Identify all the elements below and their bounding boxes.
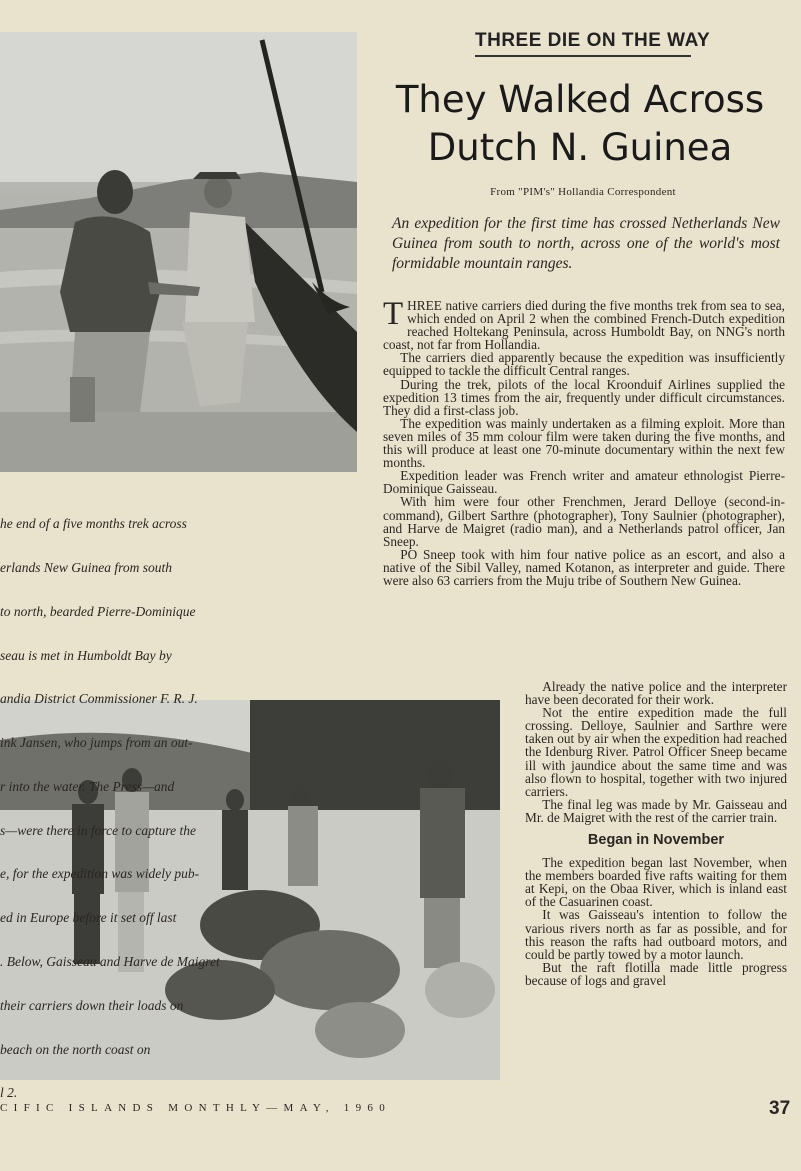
caption-line: r into the water. The Press—and — [0, 778, 175, 794]
photo-handshake-art — [0, 32, 357, 472]
body-paragraph — [383, 296, 785, 353]
headline-line-1: They Walked Across — [395, 78, 765, 121]
body-paragraph: The expedition began last November, when the members boarded five rafts waiting for them at Kepi, on the Obaa River, which is inland east of the Casuarinen coast. — [525, 855, 787, 910]
caption-line: seau is met in Humboldt Bay by — [0, 647, 172, 663]
body-column-right-bottom — [525, 680, 787, 987]
caption-line: to north, bearded Pierre-Dominique — [0, 603, 196, 619]
caption-line: their carriers down their loads on — [0, 997, 184, 1013]
article-headline — [380, 76, 780, 172]
section-subhead: Began in November — [587, 832, 725, 849]
caption-line: l 2. — [0, 1085, 18, 1101]
running-footer: CIFIC ISLANDS MONTHLY—MAY, 1960 — [0, 1102, 392, 1114]
body-paragraph: PO Sneep took with him four native police as an escort, and also a native of the Sibil Valley, named Kotanon, as interpreter and guide. There were also 63 carriers from the Muju tribe of Southern New Guinea. — [383, 546, 785, 588]
body-paragraph: With him were four other Frenchmen, Jerard Delloye (second-in-command), Gilbert Sarthre (photographer), Tony Saulnier (photographer), and Harve de Maigret (radio man), and a Netherlands patrol officer, Jan Sneep. — [383, 494, 785, 549]
byline: From "PIM's" Hollandia Correspondent — [490, 186, 676, 198]
caption-line: beach on the north coast on — [0, 1041, 151, 1057]
photo-caption — [0, 488, 300, 1116]
body-paragraph: Not the entire expedition made the full crossing. Delloye, Saulnier and Sarthre were taken out by air when the expedition had reached the Idenburg River. Patrol Officer Sneep became ill with jaundice about the same time and was also flown to hospital, together with two injured carriers. — [525, 705, 787, 799]
body-paragraph: It was Gaisseau's intention to follow the various rivers north as far as possible, and for this reason the rafts had outboard motors, and could be partly towed by a motor launch. — [525, 907, 787, 962]
caption-line: andia District Commissioner F. R. J. — [0, 691, 198, 707]
body-column-right-top — [383, 296, 785, 588]
drop-cap: T — [383, 296, 404, 332]
page-number: 37 — [769, 1098, 791, 1119]
body-paragraph: The expedition was mainly undertaken as a filming exploit. More than seven miles of 35 mm colour film were taken during the five months, and this will produce at least one 70-minute documentary within the next few months. — [383, 415, 785, 471]
body-paragraph: Expedition leader was French writer and amateur ethnologist Pierre-Dominique Gaisseau. — [383, 468, 785, 497]
body-paragraph-text: HREE native carriers died during the five months trek from sea to sea, which ended on April 2 when the combined French-Dutch expedition reached Holtekang Peninsula, across Humboldt Bay, on NNG's north coast, not far from Hollandia. — [383, 298, 785, 353]
body-paragraph: But the raft flotilla made little progress because of logs and gravel — [525, 959, 787, 988]
caption-line: he end of a five months trek across — [0, 516, 187, 532]
caption-line: ed in Europe before it set off last — [0, 910, 177, 926]
lede-paragraph: An expedition for the first time has crossed Netherlands New Guinea from south to north, across one of the world's most formidable mountain ranges. — [392, 215, 780, 272]
caption-line: e, for the expedition was widely pub- — [0, 866, 200, 882]
caption-line: ink Jansen, who jumps from an out- — [0, 735, 193, 751]
body-paragraph: Already the native police and the interpreter have been decorated for their work. — [525, 679, 787, 708]
section-kicker: THREE DIE ON THE WAY — [475, 30, 691, 57]
body-paragraph: During the trek, pilots of the local Kroonduif Airlines supplied the expedition 13 times from the air, frequently under difficult circumstances. They did a first-class job. — [383, 376, 785, 418]
headline-line-2: Dutch N. Guinea — [427, 126, 733, 169]
caption-line: . Below, Gaisseau and Harve de Maigret — [0, 954, 220, 969]
caption-line: erlands New Guinea from south — [0, 559, 172, 575]
caption-line: s—were there in force to capture the — [0, 822, 196, 838]
body-paragraph: The final leg was made by Mr. Gaisseau and Mr. de Maigret with the rest of the carrier train. — [525, 796, 787, 825]
photo-handshake — [0, 32, 357, 472]
body-paragraph: The carriers died apparently because the expedition was insufficiently equipped to tackle the difficult Central ranges. — [383, 350, 785, 379]
